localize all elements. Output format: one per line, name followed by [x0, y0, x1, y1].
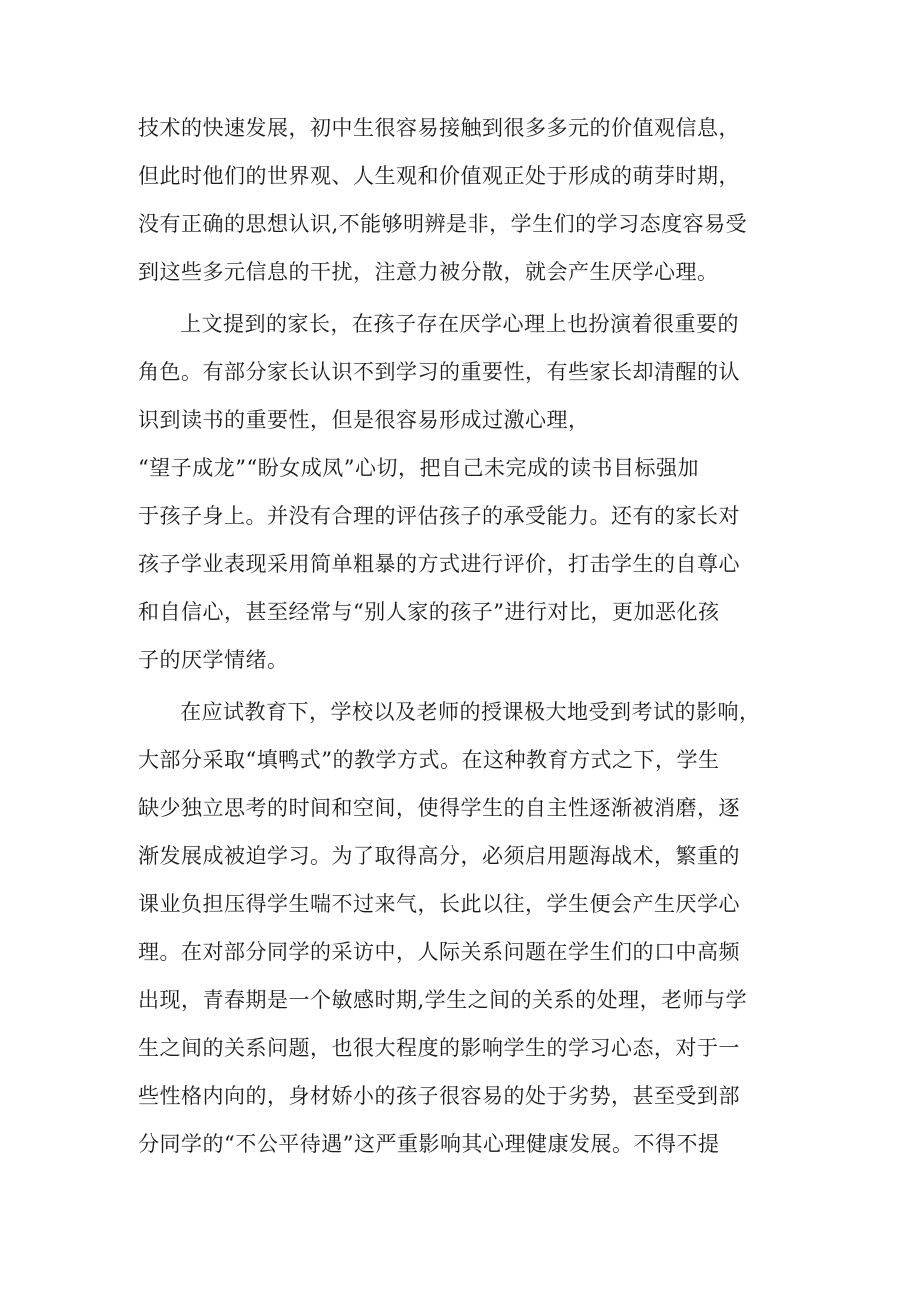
text-line: 上文提到的家长，在孩子存在厌学心理上也扮演着很重要的 [180, 312, 739, 336]
text-line: 技术的快速发展，初中生很容易接触到很多多元的价值观信息， [138, 116, 740, 140]
text-line: 缺少独立思考的时间和空间，使得学生的自主性逐渐被消磨，逐 [138, 796, 740, 820]
text-line: 在应试教育下，学校以及老师的授课极大地受到考试的影响， [180, 700, 761, 724]
text-line: 识到读书的重要性，但是很容易形成过激心理， [138, 408, 590, 432]
text-line: 分同学的“不公平待遇”这严重影响其心理健康发展。不得不提 [138, 1132, 720, 1156]
text-line: 课业负担压得学生喘不过来气，长此以往，学生便会产生厌学心 [138, 892, 740, 916]
text-line: 出现，青春期是一个敏感时期,学生之间的关系的处理，老师与学 [138, 988, 748, 1012]
text-line: 大部分采取“填鸭式”的教学方式。在这种教育方式之下，学生 [138, 748, 720, 772]
text-line: 于孩子身上。并没有合理的评估孩子的承受能力。还有的家长对 [138, 504, 740, 528]
text-line: 生之间的关系问题，也很大程度的影响学生的学习心态，对于一 [138, 1036, 740, 1060]
text-line: 孩子学业表现采用简单粗暴的方式进行评价，打击学生的自尊心 [138, 552, 740, 576]
text-line: 渐发展成被迫学习。为了取得高分，必须启用题海战术，繁重的 [138, 844, 740, 868]
text-line: 和自信心，甚至经常与“别人家的孩子”进行对比，更加恶化孩 [138, 600, 720, 624]
text-line: 理。在对部分同学的采访中，人际关系问题在学生们的口中高频 [138, 940, 740, 964]
text-line: “望子成龙”“盼女成凤”心切，把自己未完成的读书目标强加 [138, 456, 699, 480]
text-line: 但此时他们的世界观、人生观和价值观正处于形成的萌芽时期， [138, 164, 740, 188]
text-line: 到这些多元信息的干扰，注意力被分散，就会产生厌学心理。 [138, 260, 719, 284]
text-line: 角色。有部分家长认识不到学习的重要性，有些家长却清醒的认 [138, 360, 740, 384]
text-line: 没有正确的思想认识,不能够明辨是非，学生们的学习态度容易受 [138, 212, 748, 236]
text-line: 些性格内向的，身材娇小的孩子很容易的处于劣势，甚至受到部 [138, 1084, 740, 1108]
text-line: 子的厌学情绪。 [138, 648, 289, 672]
